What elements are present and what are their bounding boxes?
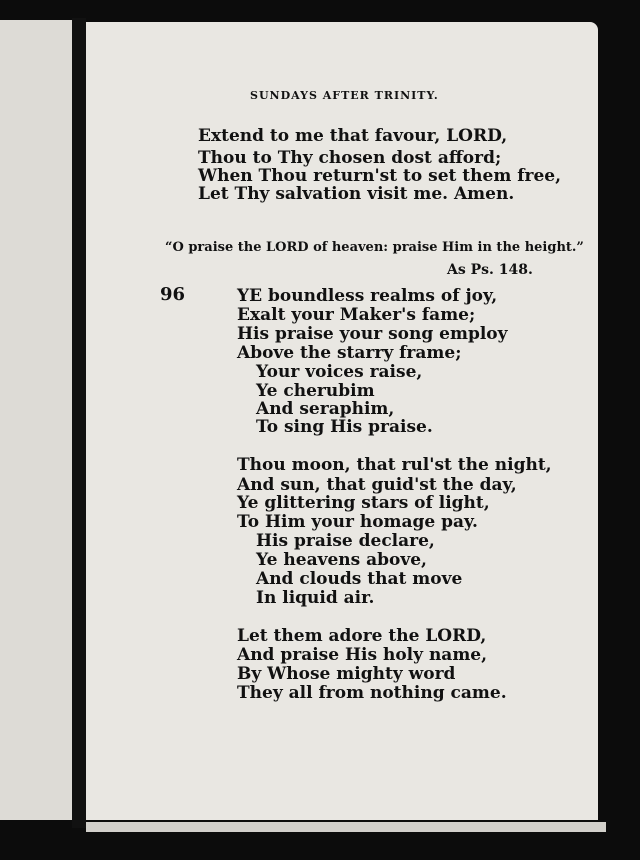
hymn-epigraph: “O praise the LORD of heaven: praise Him in the height.” [165, 240, 584, 255]
verse-line: By Whose mighty word [237, 664, 456, 684]
verse-line: His praise your song employ [237, 324, 508, 344]
verse-line: Your voices raise, [256, 362, 423, 382]
verse-line: Ye glittering stars of light, [237, 493, 490, 513]
verse-line: To Him your homage pay. [237, 512, 478, 532]
verse-line: Extend to me that favour, LORD, [198, 126, 508, 146]
running-head: SUNDAYS AFTER TRINITY. [250, 89, 439, 102]
facing-page-edge [0, 20, 72, 820]
hymn-number: 96 [160, 284, 186, 305]
verse-line: And seraphim, [256, 399, 395, 419]
verse-line: Thou moon, that rul'st the night, [237, 455, 552, 475]
verse-line: Exalt your Maker's fame; [237, 305, 476, 325]
verse-line: And clouds that move [256, 569, 463, 589]
verse-line: Ye heavens above, [256, 550, 427, 570]
verse-line: Ye cherubim [256, 381, 375, 401]
verse-line: His praise declare, [256, 531, 435, 551]
verse-line: They all from nothing came. [237, 683, 507, 703]
verse-line: Thou to Thy chosen dost afford; [198, 148, 502, 168]
binding-mark [76, 608, 83, 618]
verse-line: Let them adore the LORD, [237, 626, 487, 646]
tune-reference: As Ps. 148. [447, 262, 533, 278]
verse-line: In liquid air. [256, 588, 375, 608]
verse-line: Above the starry frame; [237, 343, 462, 363]
verse-line: When Thou return'st to set them free, [198, 166, 562, 186]
page-bottom-edge [86, 822, 606, 832]
verse-line: And sun, that guid'st the day, [237, 475, 517, 495]
verse-line: YE boundless realms of joy, [237, 286, 498, 306]
verse-line: To sing His praise. [256, 417, 433, 437]
verse-line: Let Thy salvation visit me. Amen. [198, 184, 515, 204]
verse-line: And praise His holy name, [237, 645, 488, 665]
binding-mark [76, 218, 83, 228]
book-gutter [72, 18, 86, 828]
